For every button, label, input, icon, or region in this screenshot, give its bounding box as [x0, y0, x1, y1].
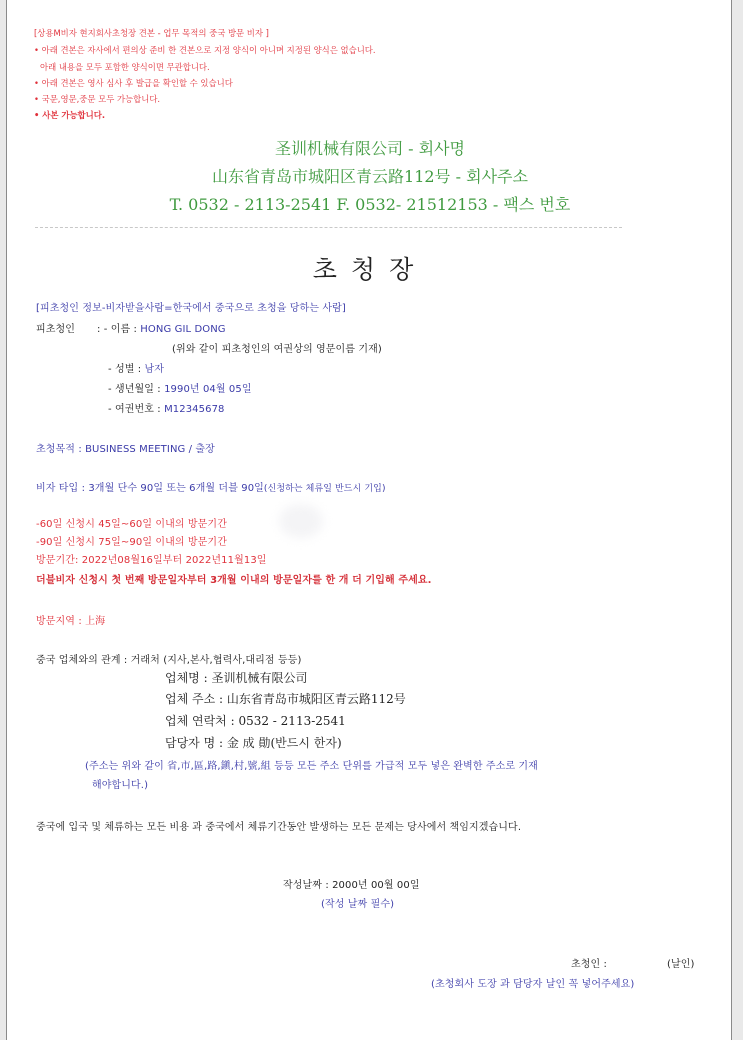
visa-type-note: (신청하는 체류일 반드시 기입) [263, 484, 386, 494]
notice-line: 아래 내용을 모두 포함한 양식이면 무관합니다. [40, 62, 210, 72]
visa-rule-60: -60일 신청시 45일~60일 이내의 방문기간 [36, 519, 227, 530]
invitation-document [6, 0, 732, 1040]
address-note-cont: 해야합니다.) [92, 780, 149, 791]
visit-period: 방문기간: 2022년08월16일부터 2022년11월13일 [36, 555, 267, 566]
visa-rule-90: -90일 신청시 75일~90일 이내의 방문기간 [36, 537, 227, 548]
dob-label: - 생년월일 : [108, 384, 165, 395]
divider [35, 227, 622, 228]
name-value: HONG GIL DONG [140, 324, 226, 335]
company-phone: 업체 연락처 : 0532 - 2113-2541 [165, 714, 346, 728]
written-date-note: (작성 날짜 필수) [321, 899, 395, 910]
visa-type: 비자 타입 : 3개월 단수 90일 또는 6개월 더블 90일 [36, 483, 264, 494]
passport-value: M12345678 [164, 404, 225, 415]
double-visa-note: 더블비자 신청시 첫 번째 방문일자부터 3개월 이내의 방문일자를 한 개 더 기입해 주세요. [36, 575, 432, 586]
visit-region: 방문지역 : 上海 [36, 616, 106, 627]
relation-label: 중국 업체와의 관계 : 거래처 (지사,본사,협력사,대리점 등등) [36, 655, 302, 666]
name-note: (위와 같이 피초청인의 여권상의 영문이름 기재) [172, 344, 382, 355]
name-label: : - 이름 : [97, 324, 141, 335]
manager-name: 담당자 명 : 金 成 勛(반드시 한자) [165, 736, 342, 750]
gender-value: 남자 [144, 364, 165, 375]
letterhead-contact: T. 0532 - 2113-2541 F. 0532- 21512153 - 팩스 번호 [169, 195, 571, 214]
letterhead-address: 山东省青岛市城阳区青云路112号 - 회사주소 [212, 167, 528, 186]
notice-heading: [상용M비자 현지회사초청장 견본 - 업무 목적의 중국 방문 비자 ] [34, 28, 269, 38]
inviter-label: 초청인 : [571, 959, 608, 970]
company-name: 업체명 : 圣训机械有限公司 [165, 671, 308, 685]
letterhead-company: 圣训机械有限公司 - 회사명 [275, 139, 465, 158]
signature-note: (초청회사 도장 과 담당자 날인 꼭 넣어주세요) [431, 979, 635, 990]
redaction-blur [279, 504, 323, 538]
dob-value: 1990년 04월 05일 [164, 384, 252, 395]
notice-line: • 아래 견본은 자사에서 편의상 준비 한 견본으로 지정 양식이 아니며 지정된 양식은 없습니다. [34, 45, 376, 55]
notice-line: • 사본 가능합니다. [34, 110, 105, 120]
invitee-label: 피초청인 [36, 324, 76, 335]
written-date: 작성날짜 : 2000년 00월 00일 [283, 880, 420, 891]
notice-line: • 국문,영문,중문 모두 가능합니다. [34, 94, 161, 104]
address-note: (주소는 위와 같이 省,市,區,路,鎭,村,號,組 등등 모든 주소 단위를 가급적 모두 넣은 완벽한 주소로 기재 [85, 761, 538, 772]
invitee-section-label: [피초청인 정보-비자받을사람=한국에서 중국으로 초청을 당하는 사람] [36, 303, 346, 314]
page-title: 초청장 [312, 255, 428, 284]
passport-label: - 여권번호 : [108, 404, 165, 415]
responsibility-statement: 중국에 입국 및 체류하는 모든 비용 과 중국에서 체류기간동안 발생하는 모든 문제는 당사에서 책임지겠습니다. [36, 822, 522, 833]
company-address: 업체 주소 : 山东省青岛市城阳区青云路112号 [165, 692, 406, 706]
seal-label: (날인) [667, 959, 695, 970]
gender-label: - 성별 : [108, 364, 145, 375]
visit-purpose: 초청목적 : BUSINESS MEETING / 출장 [36, 444, 215, 455]
notice-line: • 아래 견본은 영사 심사 후 발급을 확인할 수 있습니다 [34, 78, 233, 88]
